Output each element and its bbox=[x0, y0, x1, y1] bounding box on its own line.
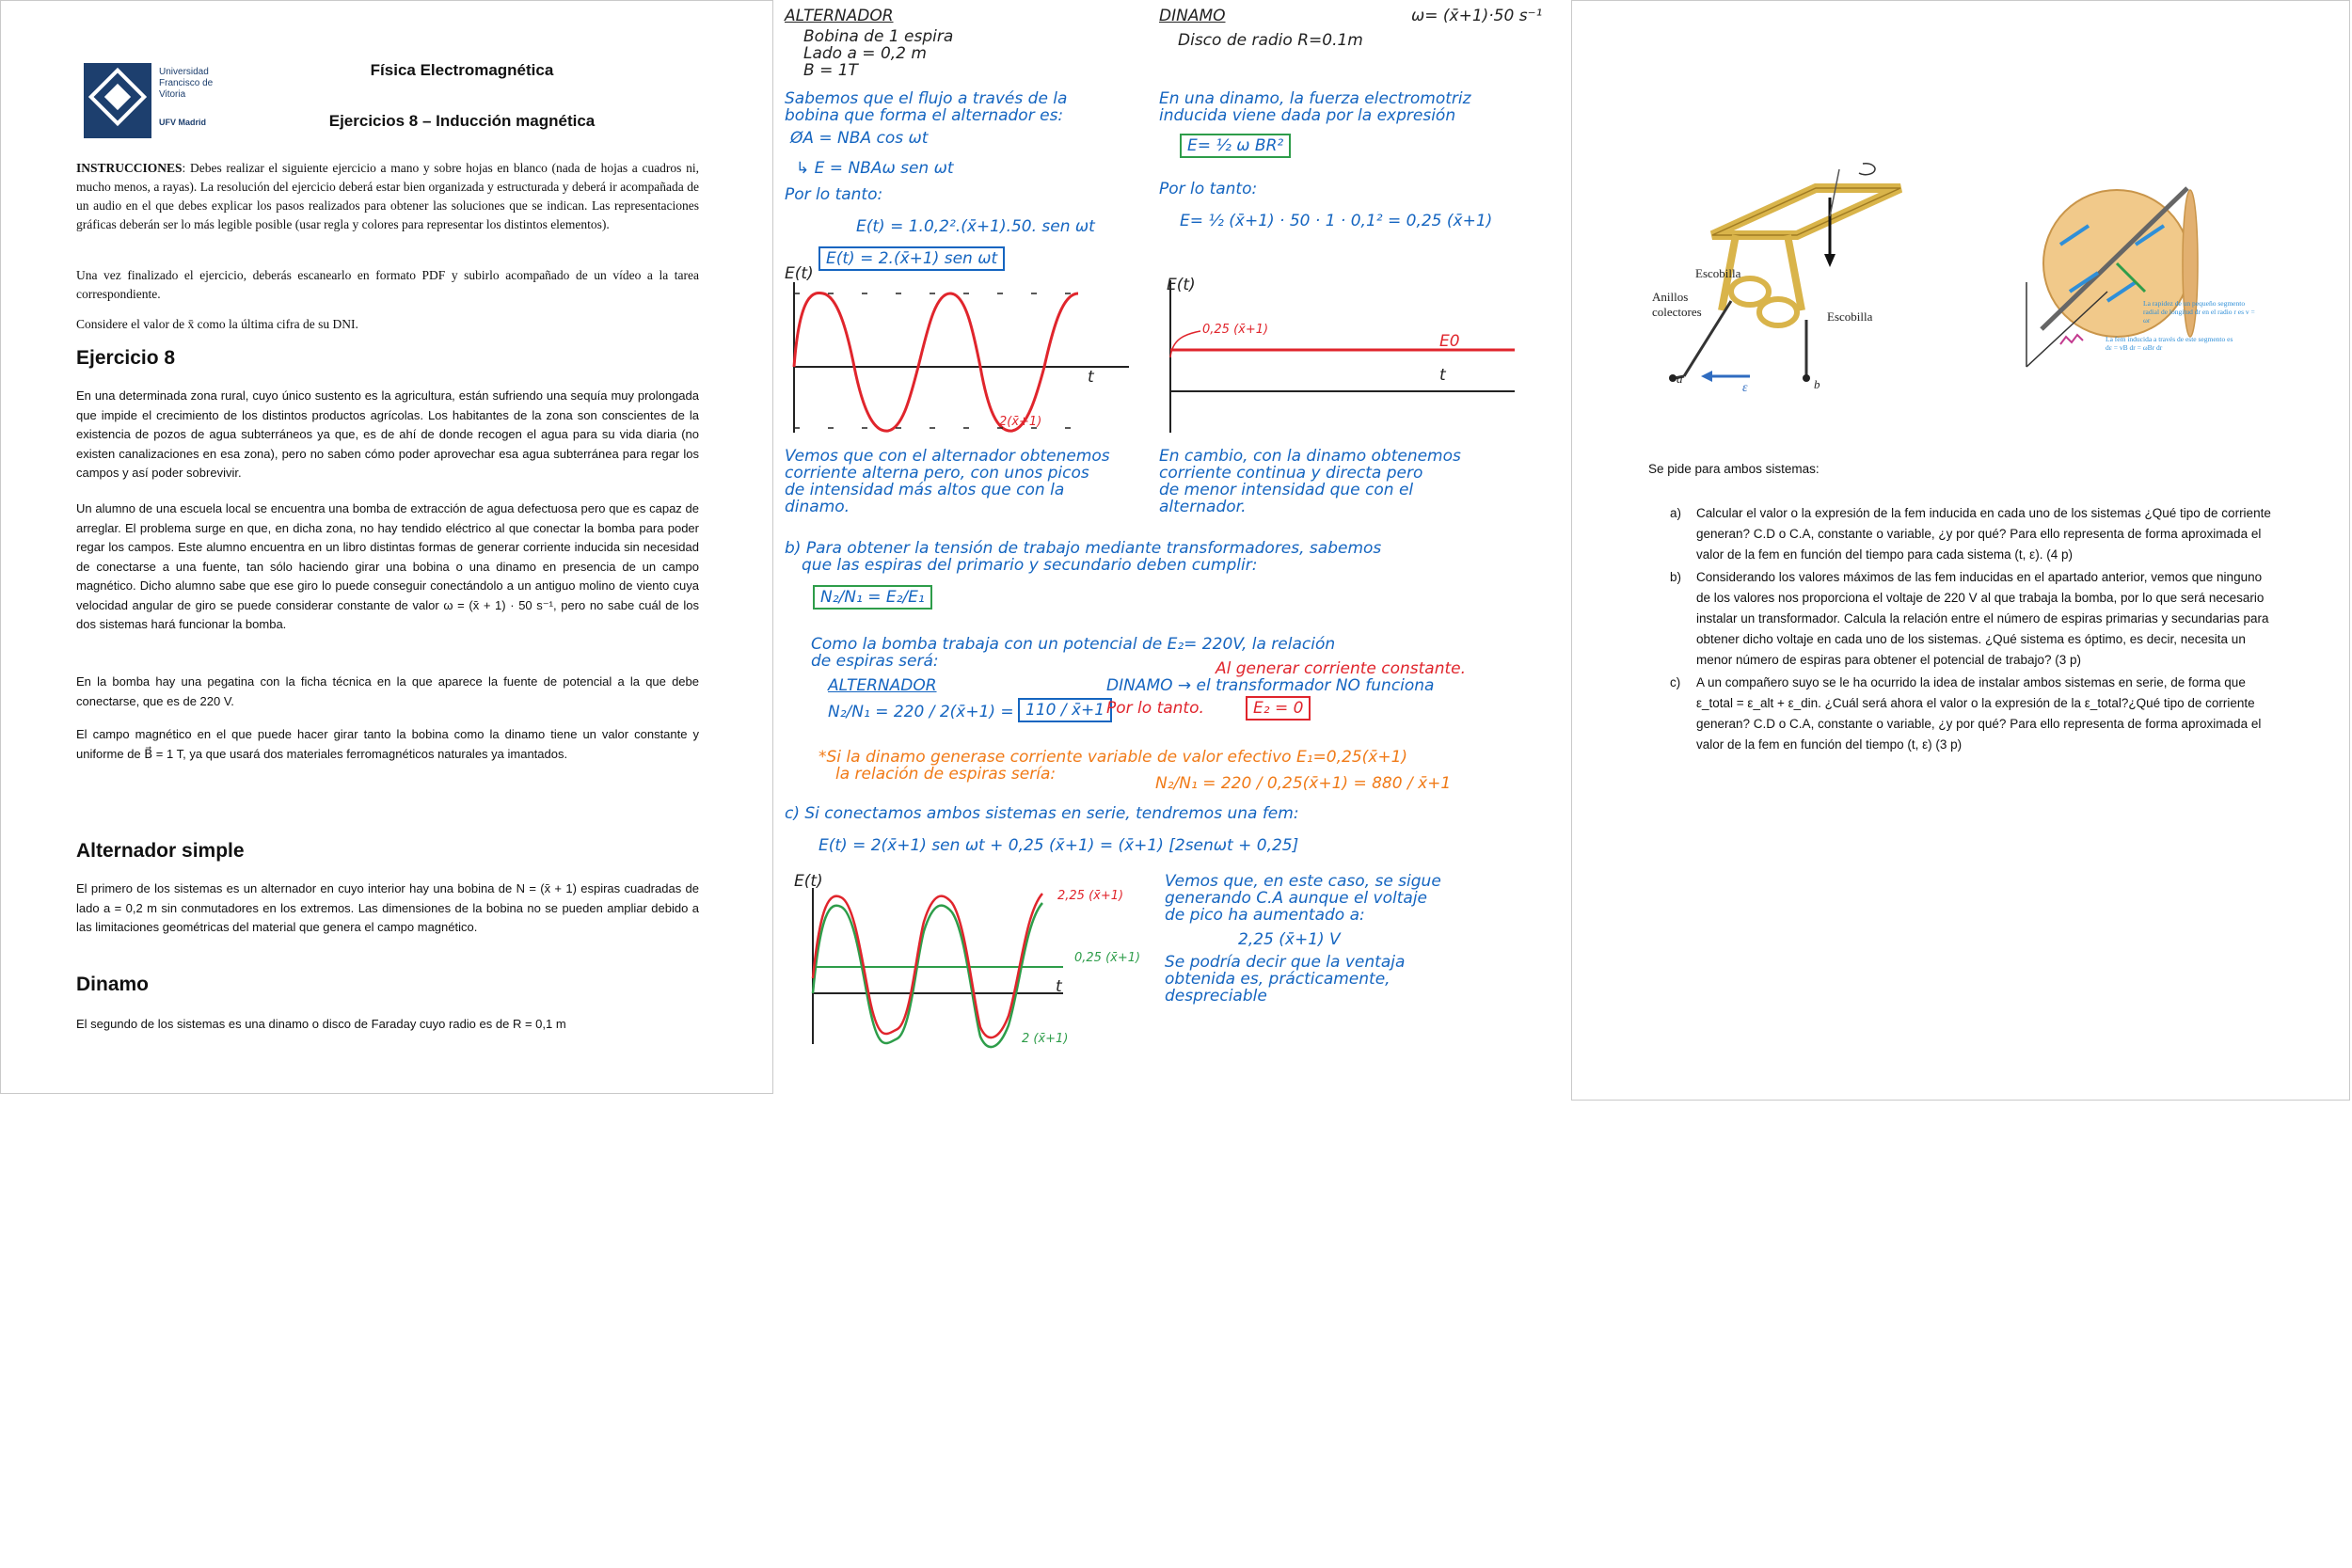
c-result-5: Se podría decir que la ventaja bbox=[1165, 953, 1406, 972]
question-a-letter: a) bbox=[1670, 506, 1682, 520]
fig2-note-2: La fem inducida a través de este segmento es dε = vB dr = ωBr dr bbox=[2106, 335, 2233, 352]
g1-xlabel: t bbox=[1088, 368, 1094, 387]
din-line-1: Disco de radio R=0.1m bbox=[1178, 31, 1363, 50]
c-result-4: 2,25 (x̄+1) V bbox=[1238, 930, 1341, 949]
alternator-graph bbox=[781, 273, 1138, 442]
slip-ring-2 bbox=[1759, 299, 1797, 325]
b-din-note: Al generar corriente constante. bbox=[1216, 659, 1467, 678]
dynamo-heading: Dinamo bbox=[76, 974, 150, 995]
b-line-2: que las espiras del primario y secundario deben cumplir: bbox=[802, 556, 1258, 575]
alternator-title: ALTERNADOR bbox=[785, 7, 894, 25]
b-orange-eq: N₂/N₁ = 220 / 0,25(x̄+1) = 880 / x̄+1 bbox=[1155, 774, 1452, 793]
questions-list bbox=[1670, 503, 2277, 757]
questions-intro: Se pide para ambos sistemas: bbox=[1648, 462, 1820, 476]
g3-xlabel: t bbox=[1056, 977, 1062, 996]
page-title: Física Electromagnética bbox=[370, 61, 554, 79]
c-result-7: despreciable bbox=[1165, 987, 1267, 1006]
scan-paragraph: Una vez finalizado el ejercicio, deberás escanearlo en formato PDF y subirlo acompañado de un vídeo a la tarea correspondiente. bbox=[76, 268, 699, 301]
b-din-text-2: Por lo tanto. bbox=[1106, 699, 1204, 718]
g3-green-curve bbox=[813, 903, 1042, 1047]
g3-ylabel: E(t) bbox=[794, 872, 823, 891]
c2-line-4: alternador. bbox=[1159, 498, 1247, 516]
c2-line-1: En cambio, con la dinamo obtenemos bbox=[1159, 447, 1461, 466]
terminal-a bbox=[1669, 374, 1677, 382]
instructions-paragraph bbox=[76, 159, 699, 234]
alt-text-1: Sabemos que el flujo a través de la bbox=[785, 89, 1068, 108]
b-din-text: DINAMO → el transformador NO funciona bbox=[1106, 676, 1435, 695]
g2-xlabel: t bbox=[1439, 366, 1446, 385]
question-c-letter: c) bbox=[1670, 675, 1681, 689]
g1-ylabel: E(t) bbox=[785, 264, 814, 283]
logo-ufv: UFV Madrid bbox=[159, 118, 207, 127]
g3-amp-label: 2 (x̄+1) bbox=[1022, 1032, 1069, 1046]
exercise-sheet bbox=[0, 0, 773, 1094]
c-line-1: c) Si conectamos ambos sistemas en serie, tendremos una fem: bbox=[785, 804, 1299, 823]
c-result-3: de pico ha aumentado a: bbox=[1165, 906, 1365, 925]
alt-text-2: bobina que forma el alternador es: bbox=[785, 106, 1064, 125]
g3-max-label: 2,25 (x̄+1) bbox=[1057, 889, 1124, 903]
alt-eq-flux: ØA = NBA cos ωt bbox=[790, 129, 929, 148]
fig1-label-b: b bbox=[1814, 377, 1820, 391]
b-line-1: b) Para obtener la tensión de trabajo mediante transformadores, sabemos bbox=[785, 539, 1382, 558]
g1-amp-label: 2(x̄+1) bbox=[999, 415, 1042, 429]
b-orange-line-1: *Si la dinamo generase corriente variable de valor efectivo E₁=0,25(x̄+1) bbox=[818, 748, 1408, 767]
c1-line-2: corriente alterna pero, con unos picos bbox=[785, 464, 1089, 483]
fig1-anillos: Anillos colectores bbox=[1652, 290, 1702, 319]
fig1-escobilla-2: Escobilla bbox=[1827, 309, 1873, 324]
alt-line-1: Bobina de 1 espira bbox=[803, 27, 954, 46]
g3-offset-label: 0,25 (x̄+1) bbox=[1074, 951, 1141, 965]
alt-line-3: B = 1T bbox=[803, 61, 858, 80]
g2-ylabel: E(t) bbox=[1167, 276, 1196, 294]
pump-paragraph: En la bomba hay una pegatina con la ficha técnica en la que aparece la fuente de potencial a la que debe conectarse, que es de 220 V. bbox=[76, 674, 699, 708]
dynamo-omega: ω= (x̄+1)·50 s⁻¹ bbox=[1411, 7, 1543, 25]
question-b-letter: b) bbox=[1670, 570, 1682, 584]
omega-arrow bbox=[1859, 164, 1875, 175]
consider-paragraph: Considere el valor de x̄ como la última cifra de su DNI. bbox=[76, 317, 358, 331]
g1-sine-curve bbox=[794, 293, 1078, 431]
din-eq-formula: E= ½ ω BR² bbox=[1180, 134, 1291, 158]
student-paragraph: Un alumno de una escuela local se encuentra una bomba de extracción de agua defectuosa pero que es capaz de arreglar. El problema surge en que, en dicha zona, no hay tendido eléctrico al que conectar la bomba para poder regar los campos. Este alumno encuentra en un libro distintas formas de generar corriente inducida sin necesidad de conectarse a una fuente, tan sólo haciendo girar una bobina o una dinamo en presencia de un campo magnético. Dicho alumno sabe que ese giro lo puede conseguir conectándolo a un antiguo molino de viento cuya velocidad angular de giro se puede considerar constante de valor ω = (x̄ + 1) · 50 s⁻¹, pero no sabe cuál de los dos sistemas hará funcionar la bomba. bbox=[76, 501, 699, 631]
c-result-2: generando C.A aunque el voltaje bbox=[1165, 889, 1427, 908]
g2-annotation-arrow bbox=[1170, 331, 1200, 357]
alt-text-3: Por lo tanto: bbox=[785, 185, 883, 204]
din-text-1: En una dinamo, la fuerza electromotriz bbox=[1159, 89, 1471, 108]
dynamo-paragraph: El segundo de los sistemas es una dinamo o disco de Faraday cuyo radio es de R = 0,1 m bbox=[76, 1017, 566, 1031]
question-c-text: A un compañero suyo se le ha ocurrido la idea de instalar ambos sistemas en serie, de forma que ε_total = ε_alt + ε_din. ¿Cuál será ahora el valor o la expresión de la ε_total?¿Qué tipo de corriente generan? C.D o C.A, constante o variable, ¿y por qué? Para ello representa de forma aproximada el valor de la fem en función del tiempo (t, ε) (3 p) bbox=[1696, 675, 2262, 752]
question-b-text: Considerando los valores máximos de las fem inducidas en el apartado anterior, vemos que ninguno de los valores nos proporciona el voltaje de 220 V al que trabaja la bomba, por lo que será necesario instalar un transformador. Calcula la relación entre el número de espiras primarias y secundarias para obtener dicho voltaje en cada uno de los sistemas. ¿Qué sistema es óptimo, es decir, necesita un menor número de espiras para obtener el potencial de trabajo? (3 p) bbox=[1696, 570, 2269, 667]
b-alt-result: 110 / x̄+1 bbox=[1018, 698, 1112, 722]
g2-e0-label: E0 bbox=[1439, 332, 1460, 351]
fig1-label-eps: ε bbox=[1742, 381, 1748, 395]
series-graph bbox=[800, 884, 1082, 1053]
fig2-note-1: La rapidez de un pequeño segmento radial de longitud dr en el radio r es v = ωr bbox=[2143, 299, 2255, 325]
coil-loop bbox=[1712, 188, 1900, 235]
logo-text: Universidad Francisco de Vitoria bbox=[159, 67, 214, 100]
dynamo-title: DINAMO bbox=[1159, 7, 1226, 25]
alt-eq-emf: ↳ E = NBAω sen ωt bbox=[796, 159, 954, 178]
exercise-heading: Ejercicio 8 bbox=[76, 347, 176, 369]
c1-line-3: de intensidad más altos que con la bbox=[785, 481, 1065, 499]
alt-eq-3: E(t) = 1.0,2².(x̄+1).50. sen ωt bbox=[856, 217, 1095, 236]
question-a-text: Calcular el valor o la expresión de la fem inducida en cada uno de los sistemas ¿Qué tipo de corriente generan? C.D o C.A, constante o variable, ¿y por qué? Para ello representa de forma aproximada el valor de la fem en función del tiempo para cada sistema (t, ε). (4 p) bbox=[1696, 506, 2271, 562]
fig1-label-a: a bbox=[1677, 372, 1683, 386]
c1-line-1: Vemos que con el alternador obtenemos bbox=[785, 447, 1110, 466]
page-subtitle: Ejercicios 8 – Inducción magnética bbox=[328, 112, 596, 130]
alternator-heading: Alternador simple bbox=[76, 840, 245, 862]
din-text-3: Por lo tanto: bbox=[1159, 180, 1258, 198]
c-result-6: obtenida es, prácticamente, bbox=[1165, 970, 1391, 989]
question-a bbox=[1670, 503, 2277, 565]
g2-value-label: 0,25 (x̄+1) bbox=[1202, 323, 1269, 337]
c-result-1: Vemos que, en este caso, se sigue bbox=[1165, 872, 1441, 891]
university-logo bbox=[84, 63, 151, 138]
b-alt-title: ALTERNADOR bbox=[828, 676, 937, 695]
din-eq-result: E= ½ (x̄+1) · 50 · 1 · 0,1² = 0,25 (x̄+1) bbox=[1180, 212, 1493, 230]
b-orange-line-2: la relación de espiras sería: bbox=[835, 765, 1057, 784]
handwritten-solution bbox=[781, 0, 1562, 1058]
question-b bbox=[1670, 567, 2277, 671]
c1-line-4: dinamo. bbox=[785, 498, 850, 516]
alt-eq-result: E(t) = 2.(x̄+1) sen ωt bbox=[818, 246, 1005, 271]
alternator-figure bbox=[1637, 150, 1919, 404]
fig1-escobilla-1: Escobilla bbox=[1695, 266, 1741, 280]
terminal-b bbox=[1803, 374, 1810, 382]
dynamo-graph bbox=[1157, 273, 1534, 442]
alt-line-2: Lado a = 0,2 m bbox=[803, 44, 927, 63]
field-paragraph: El campo magnético en el que puede hacer girar tanto la bobina como la dinamo tiene un valor constante y uniforme de B⃗ = 1 T, ya que usará dos materiales ferromagnéticos naturales ya imantados. bbox=[76, 727, 699, 761]
question-c bbox=[1670, 673, 2277, 755]
b-din-result: E₂ = 0 bbox=[1246, 696, 1311, 721]
instructions-label: INSTRUCCIONES bbox=[76, 161, 183, 175]
c2-line-2: corriente continua y directa pero bbox=[1159, 464, 1423, 483]
b-eq-ratio: N₂/N₁ = E₂/E₁ bbox=[813, 585, 932, 610]
intro-paragraph: En una determinada zona rural, cuyo único sustento es la agricultura, están sufriendo una sequía muy prolongada que impide el crecimiento de los distintos productos agrícolas. Los habitantes de la zona son conscientes de la existencia de pozos de agua subterráneos ya que, es de ahí de donde recogen el agua para su vida diaria (no existen canalizaciones en esa zona), pero no saben cómo poder aprovechar esa agua subterránea para regar los campos y así poder sobrevivir. bbox=[76, 388, 699, 480]
c-eq: E(t) = 2(x̄+1) sen ωt + 0,25 (x̄+1) = (x̄+1) [2senωt + 0,25] bbox=[818, 836, 1299, 855]
b-alt-eq: N₂/N₁ = 220 / 2(x̄+1) = bbox=[828, 703, 1014, 721]
din-text-2: inducida viene dada por la expresión bbox=[1159, 106, 1456, 125]
b-line-3: Como la bomba trabaja con un potencial de E₂= 220V, la relación bbox=[811, 635, 1336, 654]
alternator-paragraph: El primero de los sistemas es un alternador en cuyo interior hay una bobina de N = (x̄ + 1) espiras cuadradas de lado a = 0,2 m sin conmutadores en los extremos. Las dimensiones de la bobina no se pueden ampliar debido a las limitaciones geométricas del material que genera el campo magnético. bbox=[76, 881, 699, 934]
resistor-zigzag bbox=[2060, 335, 2083, 344]
instructions-text: : Debes realizar el siguiente ejercicio a mano y sobre hojas en blanco (nada de hojas a cuadros ni, mucho menos, a rayas). La resolución del ejercicio deberá estar bien organizada y estructurada y deberá ir acompañada de un audio en el que debes explicar los pasos realizados para obtener las soluciones que se indican. Las representaciones gráficas deberán ser lo más legible posible (usar regla y colores para representar los distintos elementos). bbox=[76, 161, 699, 231]
c2-line-3: de menor intensidad que con el bbox=[1159, 481, 1414, 499]
b-line-4: de espiras será: bbox=[811, 652, 939, 671]
